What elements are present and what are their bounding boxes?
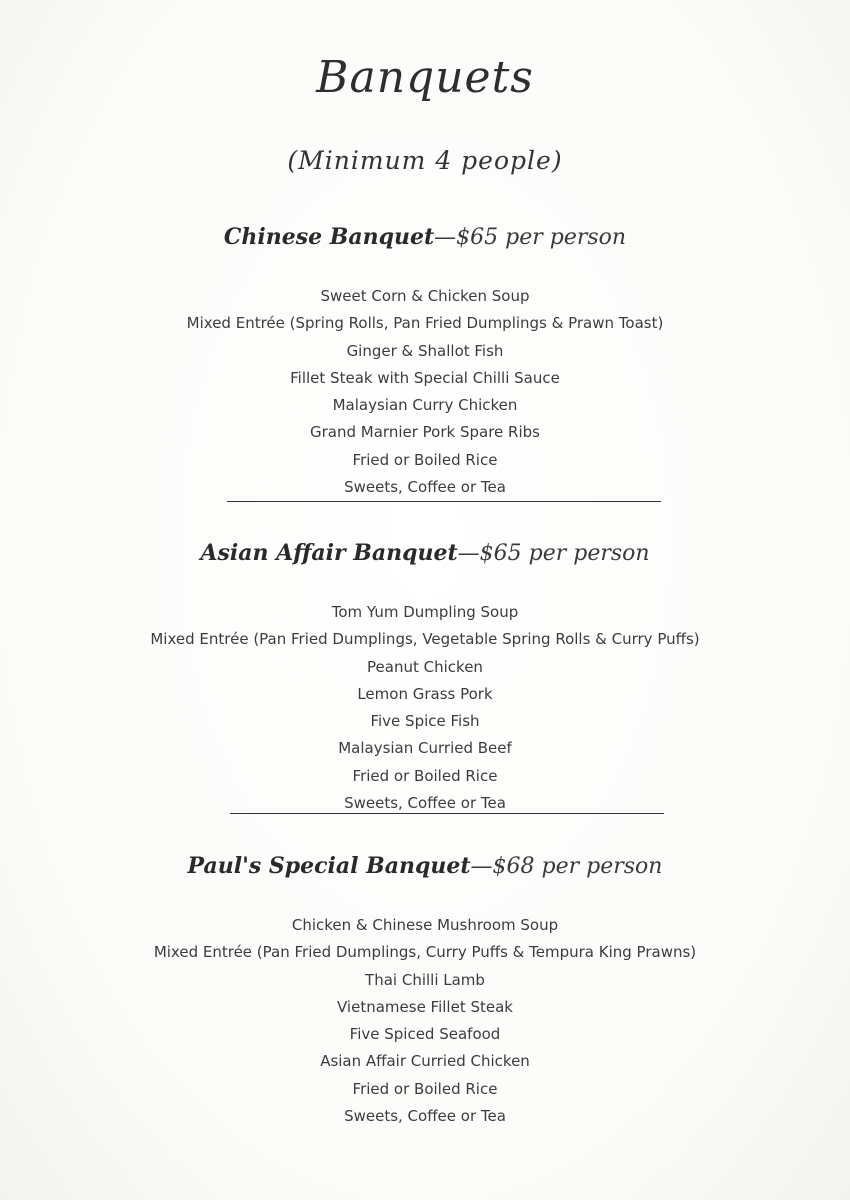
menu-item: Lemon Grass Pork	[357, 684, 493, 703]
banquet-price: —$65 per person	[434, 225, 627, 250]
banquet-item-list	[0, 283, 850, 501]
menu-item: Fried or Boiled Rice	[352, 450, 498, 469]
banquet-price: —$65 per person	[457, 541, 650, 566]
menu-item: Fried or Boiled Rice	[352, 1079, 498, 1098]
banquet-section-pauls-special	[0, 846, 850, 1130]
menu-item: Thai Chilli Lamb	[365, 970, 485, 989]
menu-item: Five Spiced Seafood	[349, 1025, 501, 1044]
menu-item: Sweet Corn & Chicken Soup	[320, 287, 530, 305]
page-subtitle: (Minimum 4 people)	[287, 146, 563, 175]
page-title: Banquets	[316, 52, 534, 103]
banquet-heading	[0, 533, 850, 573]
menu-item: Sweets, Coffee or Tea	[344, 478, 506, 497]
banquet-name: Paul's Special Banquet	[187, 853, 471, 879]
banquet-price: —$68 per person	[470, 854, 663, 879]
menu-item: Mixed Entrée (Pan Fried Dumplings, Curry Puffs & Tempura King Prawns)	[153, 943, 697, 962]
menu-item: Ginger & Shallot Fish	[346, 341, 504, 360]
section-divider	[227, 501, 661, 502]
menu-item: Malaysian Curry Chicken	[332, 396, 518, 415]
banquet-item-list	[0, 912, 850, 1130]
menu-item: Grand Marnier Pork Spare Ribs	[310, 423, 540, 442]
banquet-item-list	[0, 599, 850, 817]
menu-item: Peanut Chicken	[367, 657, 483, 676]
section-divider	[230, 813, 664, 814]
banquet-heading	[0, 846, 850, 886]
menu-item: Tom Yum Dumpling Soup	[331, 603, 519, 621]
menu-item: Mixed Entrée (Pan Fried Dumplings, Vegetable Spring Rolls & Curry Puffs)	[150, 630, 700, 649]
banquet-heading	[0, 217, 850, 257]
menu-item: Fried or Boiled Rice	[352, 766, 498, 785]
banquet-section-asian-affair	[0, 533, 850, 817]
menu-item: Fillet Steak with Special Chilli Sauce	[290, 368, 560, 387]
menu-item: Five Spice Fish	[370, 712, 480, 731]
menu-item: Vietnamese Fillet Steak	[337, 997, 513, 1016]
banquet-name: Chinese Banquet	[223, 224, 435, 250]
menu-item: Mixed Entrée (Spring Rolls, Pan Fried Dumplings & Prawn Toast)	[186, 314, 664, 333]
banquet-section-chinese	[0, 217, 850, 501]
menu-item: Asian Affair Curried Chicken	[320, 1052, 530, 1071]
banquet-name: Asian Affair Banquet	[200, 540, 458, 566]
menu-item: Chicken & Chinese Mushroom Soup	[291, 916, 559, 934]
menu-item: Sweets, Coffee or Tea	[344, 794, 506, 813]
menu-item: Malaysian Curried Beef	[338, 739, 512, 758]
menu-item: Sweets, Coffee or Tea	[344, 1107, 506, 1126]
